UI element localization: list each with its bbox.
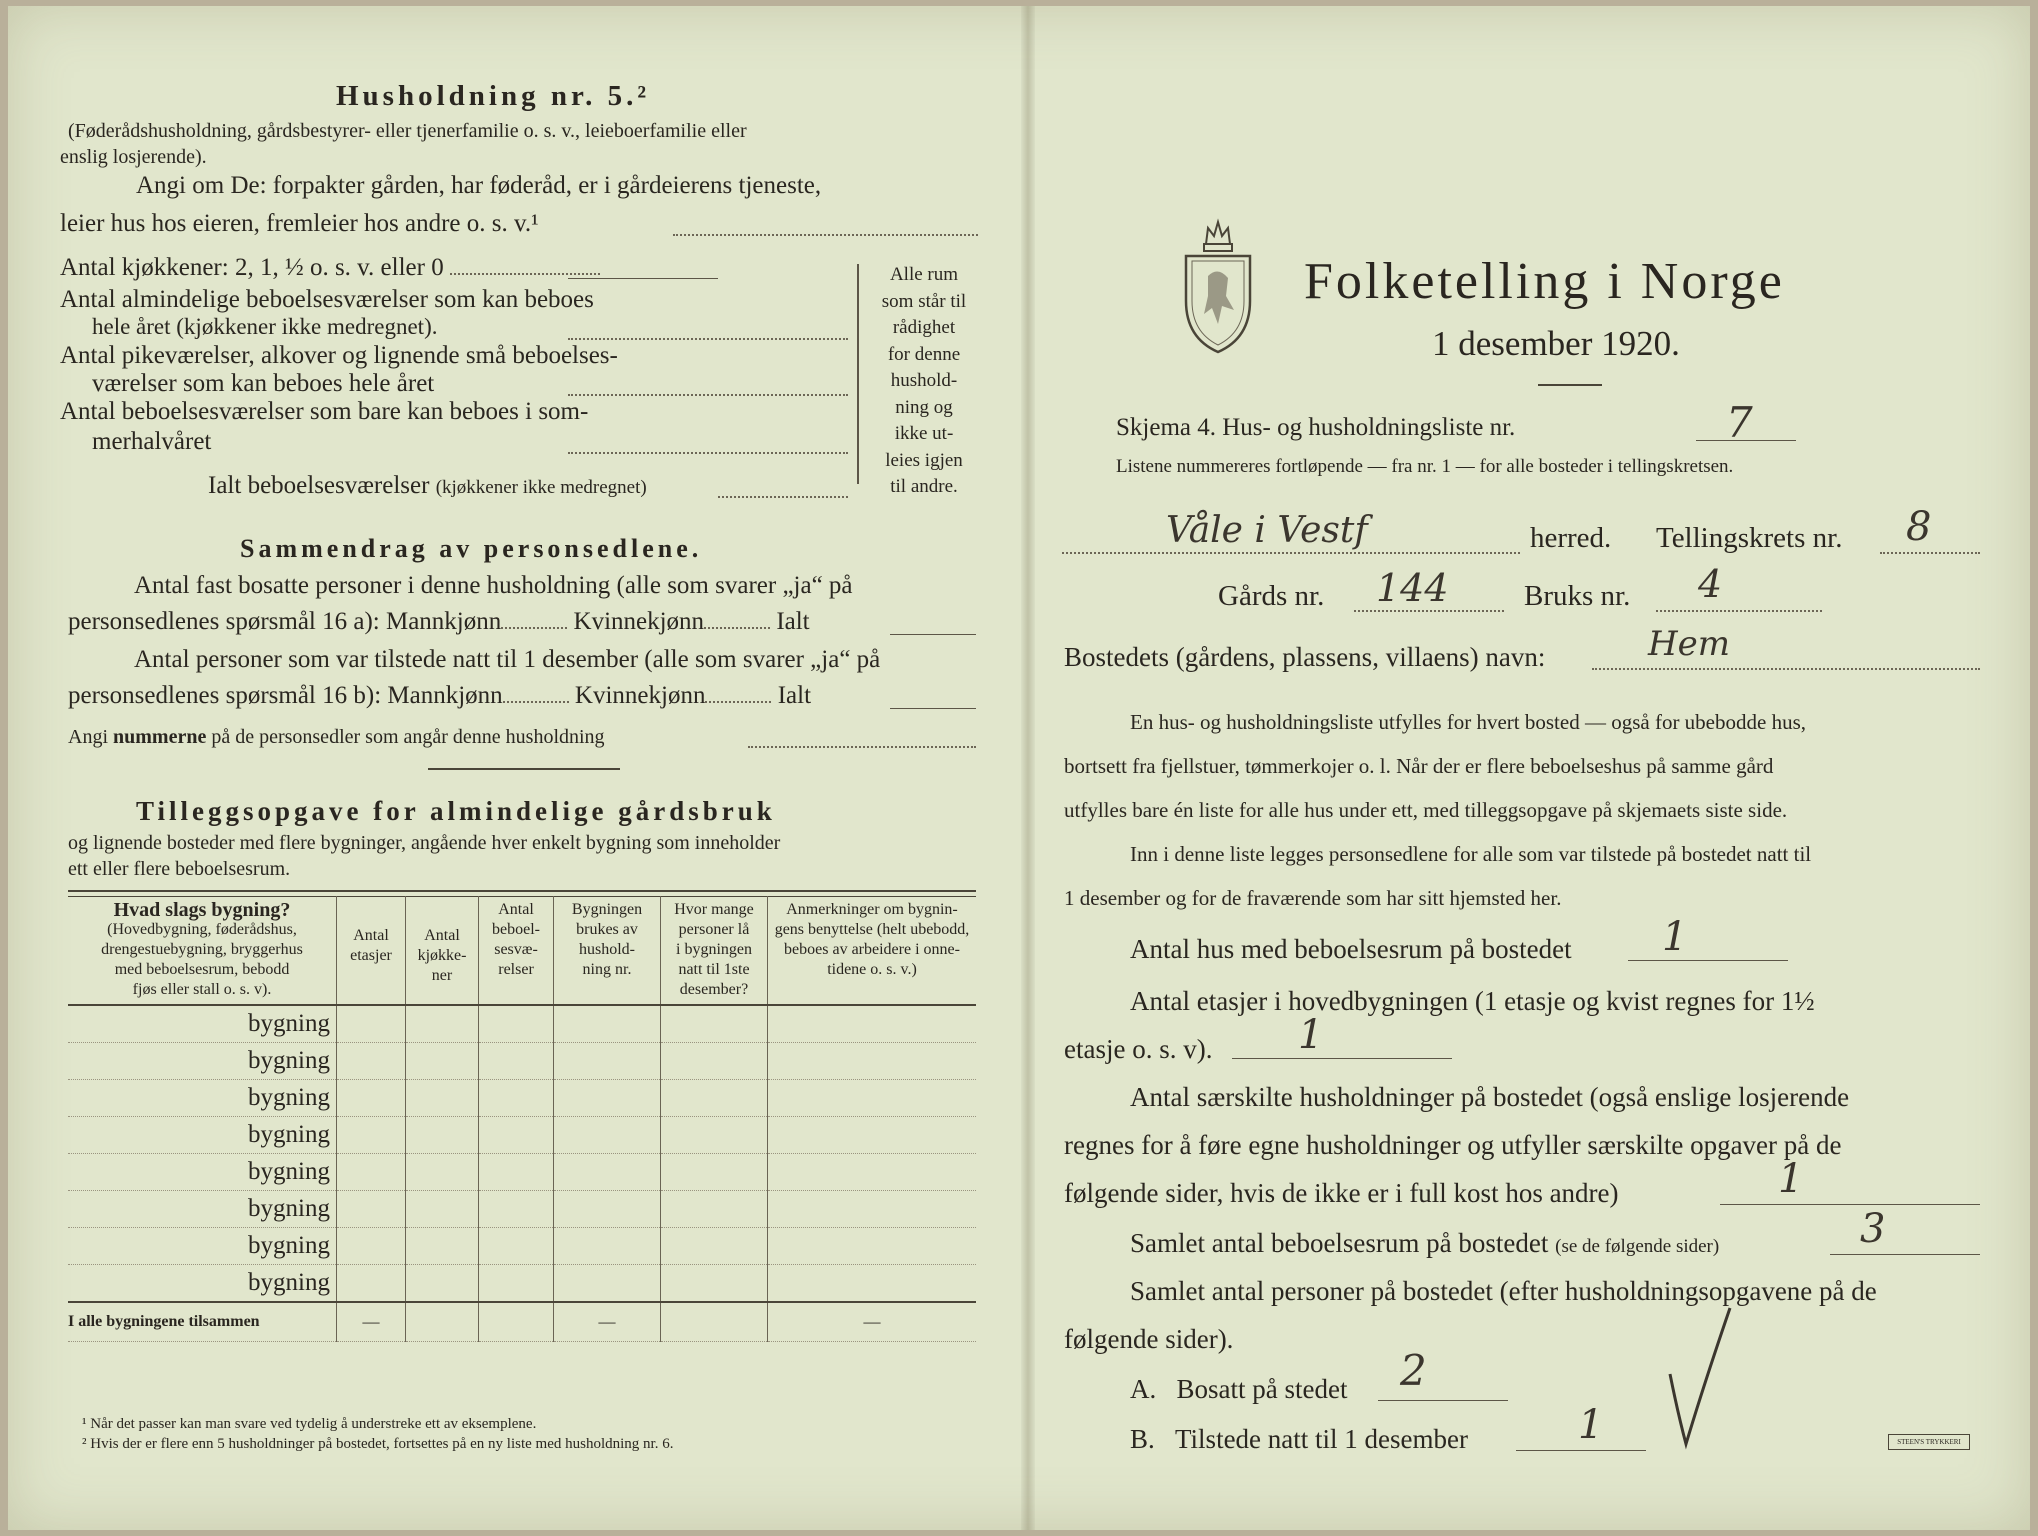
bosatt-value: 2	[1400, 1346, 1427, 1395]
summary-resident-1: Antal fast bosatte personer i denne husholdning (alle som svarer „ja“ på	[134, 572, 853, 599]
bosted-value: Hem	[1648, 624, 1731, 664]
krets-label: Tellingskrets nr.	[1656, 522, 1843, 554]
bosatt-line	[1378, 1400, 1508, 1401]
summary-heading: Sammendrag av personsedlene.	[240, 534, 703, 563]
instruction-4: Inn i denne liste legges personsedlene for alle som var tilstede på bostedet natt til	[1130, 842, 1812, 866]
schema-label: Skjema 4. Hus- og husholdningsliste nr.	[1116, 414, 1516, 441]
etasjer-value: 1	[1298, 1012, 1324, 1058]
bruks-line	[1656, 610, 1822, 612]
herred-value: Våle i Vestf	[1166, 510, 1368, 551]
bruks-label: Bruks nr.	[1524, 580, 1631, 612]
samlet-rum-label: Samlet antal beboelsesrum på bostedet (se de følgende sider)	[1130, 1228, 1720, 1258]
saerskilte-value: 1	[1778, 1156, 1804, 1202]
printer-stamp: STEEN'S TRYKKERI	[1888, 1434, 1970, 1450]
resident-total-line	[890, 634, 976, 635]
gards-label: Gårds nr.	[1218, 580, 1325, 612]
summary-numbers: Angi nummerne på de personsedler som angår denne husholdning	[68, 726, 605, 748]
tilstede-line	[1516, 1450, 1646, 1451]
coat-of-arms-icon	[1178, 206, 1258, 356]
table-row: bygning	[68, 1080, 976, 1117]
bosted-label: Bostedets (gårdens, plassens, villaens) navn:	[1064, 642, 1546, 672]
col-floors: Antal etasjer	[337, 896, 406, 1005]
title-rule	[1538, 384, 1602, 386]
rooms-summer-1: Antal beboelsesværelser som bare kan beboes i som-	[60, 398, 589, 425]
supplement-text-1: og lignende bosteder med flere bygninger, angående hver enkelt bygning som inneholder	[68, 832, 781, 854]
table-top-rule	[68, 890, 976, 892]
small-answer-line	[568, 394, 848, 396]
samlet-personer-2: følgende sider).	[1064, 1324, 1234, 1354]
gards-value: 144	[1376, 566, 1449, 610]
ordinary-answer-line	[568, 338, 848, 340]
table-row: bygning	[68, 1228, 976, 1265]
summary-present-1: Antal personer som var tilstede natt til 1 desember (alle som svarer „ja“ på	[134, 646, 881, 673]
table-row: bygning	[68, 1117, 976, 1154]
household-title: Husholdning nr. 5.²	[336, 80, 651, 112]
census-sheet	[8, 6, 2030, 1530]
saerskilte-3: følgende sider, hvis de ikke er i full kost hos andre)	[1064, 1178, 1619, 1208]
etasjer-answer-line	[1232, 1058, 1452, 1059]
samlet-rum-value: 3	[1860, 1206, 1886, 1252]
summary-resident-2: personsedlenes spørsmål 16 a): Mannkjønn Kvinnekjønn Ialt	[68, 608, 810, 635]
kitchens-answer-line	[568, 278, 718, 279]
col-household: Bygningen brukes av hushold- ning nr.	[554, 896, 661, 1005]
antal-hus-label: Antal hus med beboelsesrum på bostedet	[1130, 934, 1572, 964]
gards-line	[1354, 610, 1504, 612]
total-answer-line	[718, 496, 848, 498]
schema-nr-value: 7	[1726, 398, 1753, 447]
census-title: Folketelling i Norge	[1304, 253, 1785, 310]
listene-note: Listene nummereres fortløpende — fra nr. 1 — for alle bosteder i tellingskretsen.	[1116, 456, 1734, 477]
summer-answer-line	[568, 452, 848, 454]
samlet-personer-1: Samlet antal personer på bostedet (efter husholdningsopgavene på de	[1130, 1276, 1877, 1306]
table-total-row: I alle bygningene tilsammen — — —	[68, 1302, 976, 1342]
rooms-kitchens: Antal kjøkkener: 2, 1, ½ o. s. v. eller 0	[60, 254, 600, 282]
rooms-ordinary-1: Antal almindelige beboelsesværelser som kan beboes	[60, 286, 594, 313]
krets-line	[1880, 552, 1980, 554]
building-table	[68, 896, 976, 1342]
instruction-2: bortsett fra fjellstuer, tømmerkojer o. l. Når der er flere beboelseshus på samme gård	[1064, 754, 1774, 778]
page-fold	[1021, 6, 1035, 1530]
supplement-heading: Tilleggsopgave for almindelige gårdsbruk	[136, 796, 776, 826]
etasjer-line-2: etasje o. s. v).	[1064, 1034, 1213, 1064]
census-date: 1 desember 1920.	[1432, 324, 1680, 363]
col-building-type: Hvad slags bygning? (Hovedbygning, føderådshus, drengestuebygning, bryggerhus med beboelsesrum, bebodd fjøs eller stall o. s. v).	[101, 899, 303, 998]
col-rooms: Antal beboel- sesvæ- relser	[479, 896, 554, 1005]
saerskilte-line	[1720, 1204, 1980, 1205]
side-note: Alle rum som står til rådighet for denne hushold- ning og ikke ut- leies igjen til andre.	[881, 264, 967, 497]
supplement-text-2: ett eller flere beboelsesrum.	[68, 858, 291, 880]
rooms-small-2: værelser som kan beboes hele året	[92, 370, 435, 397]
bruks-value: 4	[1698, 562, 1723, 606]
present-total-line	[890, 708, 976, 709]
intro-line-2: enslig losjerende).	[60, 146, 207, 168]
divider	[428, 768, 620, 770]
angi-line-2: leier hus hos eieren, fremleier hos andre o. s. v.¹	[60, 210, 539, 237]
col-remarks: Anmerkninger om bygnin- gens benyttelse (helt ubebodd, beboes av arbeidere i onne- tidene o. s. v.)	[768, 896, 977, 1005]
table-row: bygning	[68, 1043, 976, 1080]
table-row: bygning	[68, 1154, 976, 1191]
footnote-1: ¹ Når det passer kan man svare ved tydelig å understreke ett av eksemplene.	[82, 1416, 537, 1432]
antal-hus-value: 1	[1662, 914, 1688, 960]
krets-value: 8	[1906, 504, 1932, 550]
bosatt-row: A. Bosatt på stedet	[1130, 1374, 1348, 1404]
summary-present-2: personsedlenes spørsmål 16 b): Mannkjønn Kvinnekjønn Ialt	[68, 682, 812, 709]
herred-line	[1062, 552, 1520, 554]
rooms-total: Ialt beboelsesværelser (kjøkkener ikke medregnet)	[208, 472, 647, 499]
tilstede-row: B. Tilstede natt til 1 desember	[1130, 1424, 1468, 1454]
brace	[857, 264, 859, 484]
table-row: bygning	[68, 1191, 976, 1228]
rooms-ordinary-2: hele året (kjøkkener ikke medregnet).	[92, 314, 438, 339]
instruction-5: 1 desember og for de fraværende som har sitt hjemsted her.	[1064, 886, 1562, 910]
saerskilte-1: Antal særskilte husholdninger på bostedet (også enslige losjerende	[1130, 1082, 1850, 1112]
table-row: bygning	[68, 1005, 976, 1043]
samlet-rum-line	[1830, 1254, 1980, 1255]
rooms-summer-2: merhalvåret	[92, 428, 212, 455]
herred-label: herred.	[1530, 522, 1612, 554]
bosted-line	[1592, 668, 1980, 670]
col-kitchens: Antal kjøkke- ner	[406, 896, 479, 1005]
check-mark-icon	[1664, 1304, 1734, 1454]
saerskilte-2: regnes for å føre egne husholdninger og utfyller særskilte opgaver på de	[1064, 1130, 1842, 1160]
antal-hus-line	[1628, 960, 1788, 961]
col-persons: Hvor mange personer lå i bygningen natt til 1ste desember?	[661, 896, 768, 1005]
footnote-2: ² Hvis der er flere enn 5 husholdninger på bostedet, fortsettes på en ny liste med husholdning nr. 6.	[82, 1436, 674, 1452]
angi-answer-line	[673, 234, 978, 236]
numbers-answer-line	[748, 746, 976, 748]
table-row: bygning	[68, 1265, 976, 1303]
tilstede-value: 1	[1578, 1402, 1604, 1448]
rooms-small-1: Antal pikeværelser, alkover og lignende små beboelses-	[60, 342, 618, 369]
intro-line-1: (Føderådshusholdning, gårdsbestyrer- eller tjenerfamilie o. s. v., leieboerfamilie eller	[68, 120, 747, 142]
angi-line-1: Angi om De: forpakter gården, har føderåd, er i gårdeierens tjeneste,	[136, 172, 822, 199]
instruction-1: En hus- og husholdningsliste utfylles for hvert bosted — også for ubebodde hus,	[1130, 710, 1806, 734]
instruction-3: utfylles bare én liste for alle hus under ett, med tilleggsopgave på skjemaets siste side.	[1064, 798, 1788, 822]
etasjer-line-1: Antal etasjer i hovedbygningen (1 etasje og kvist regnes for 1½	[1130, 986, 1815, 1016]
